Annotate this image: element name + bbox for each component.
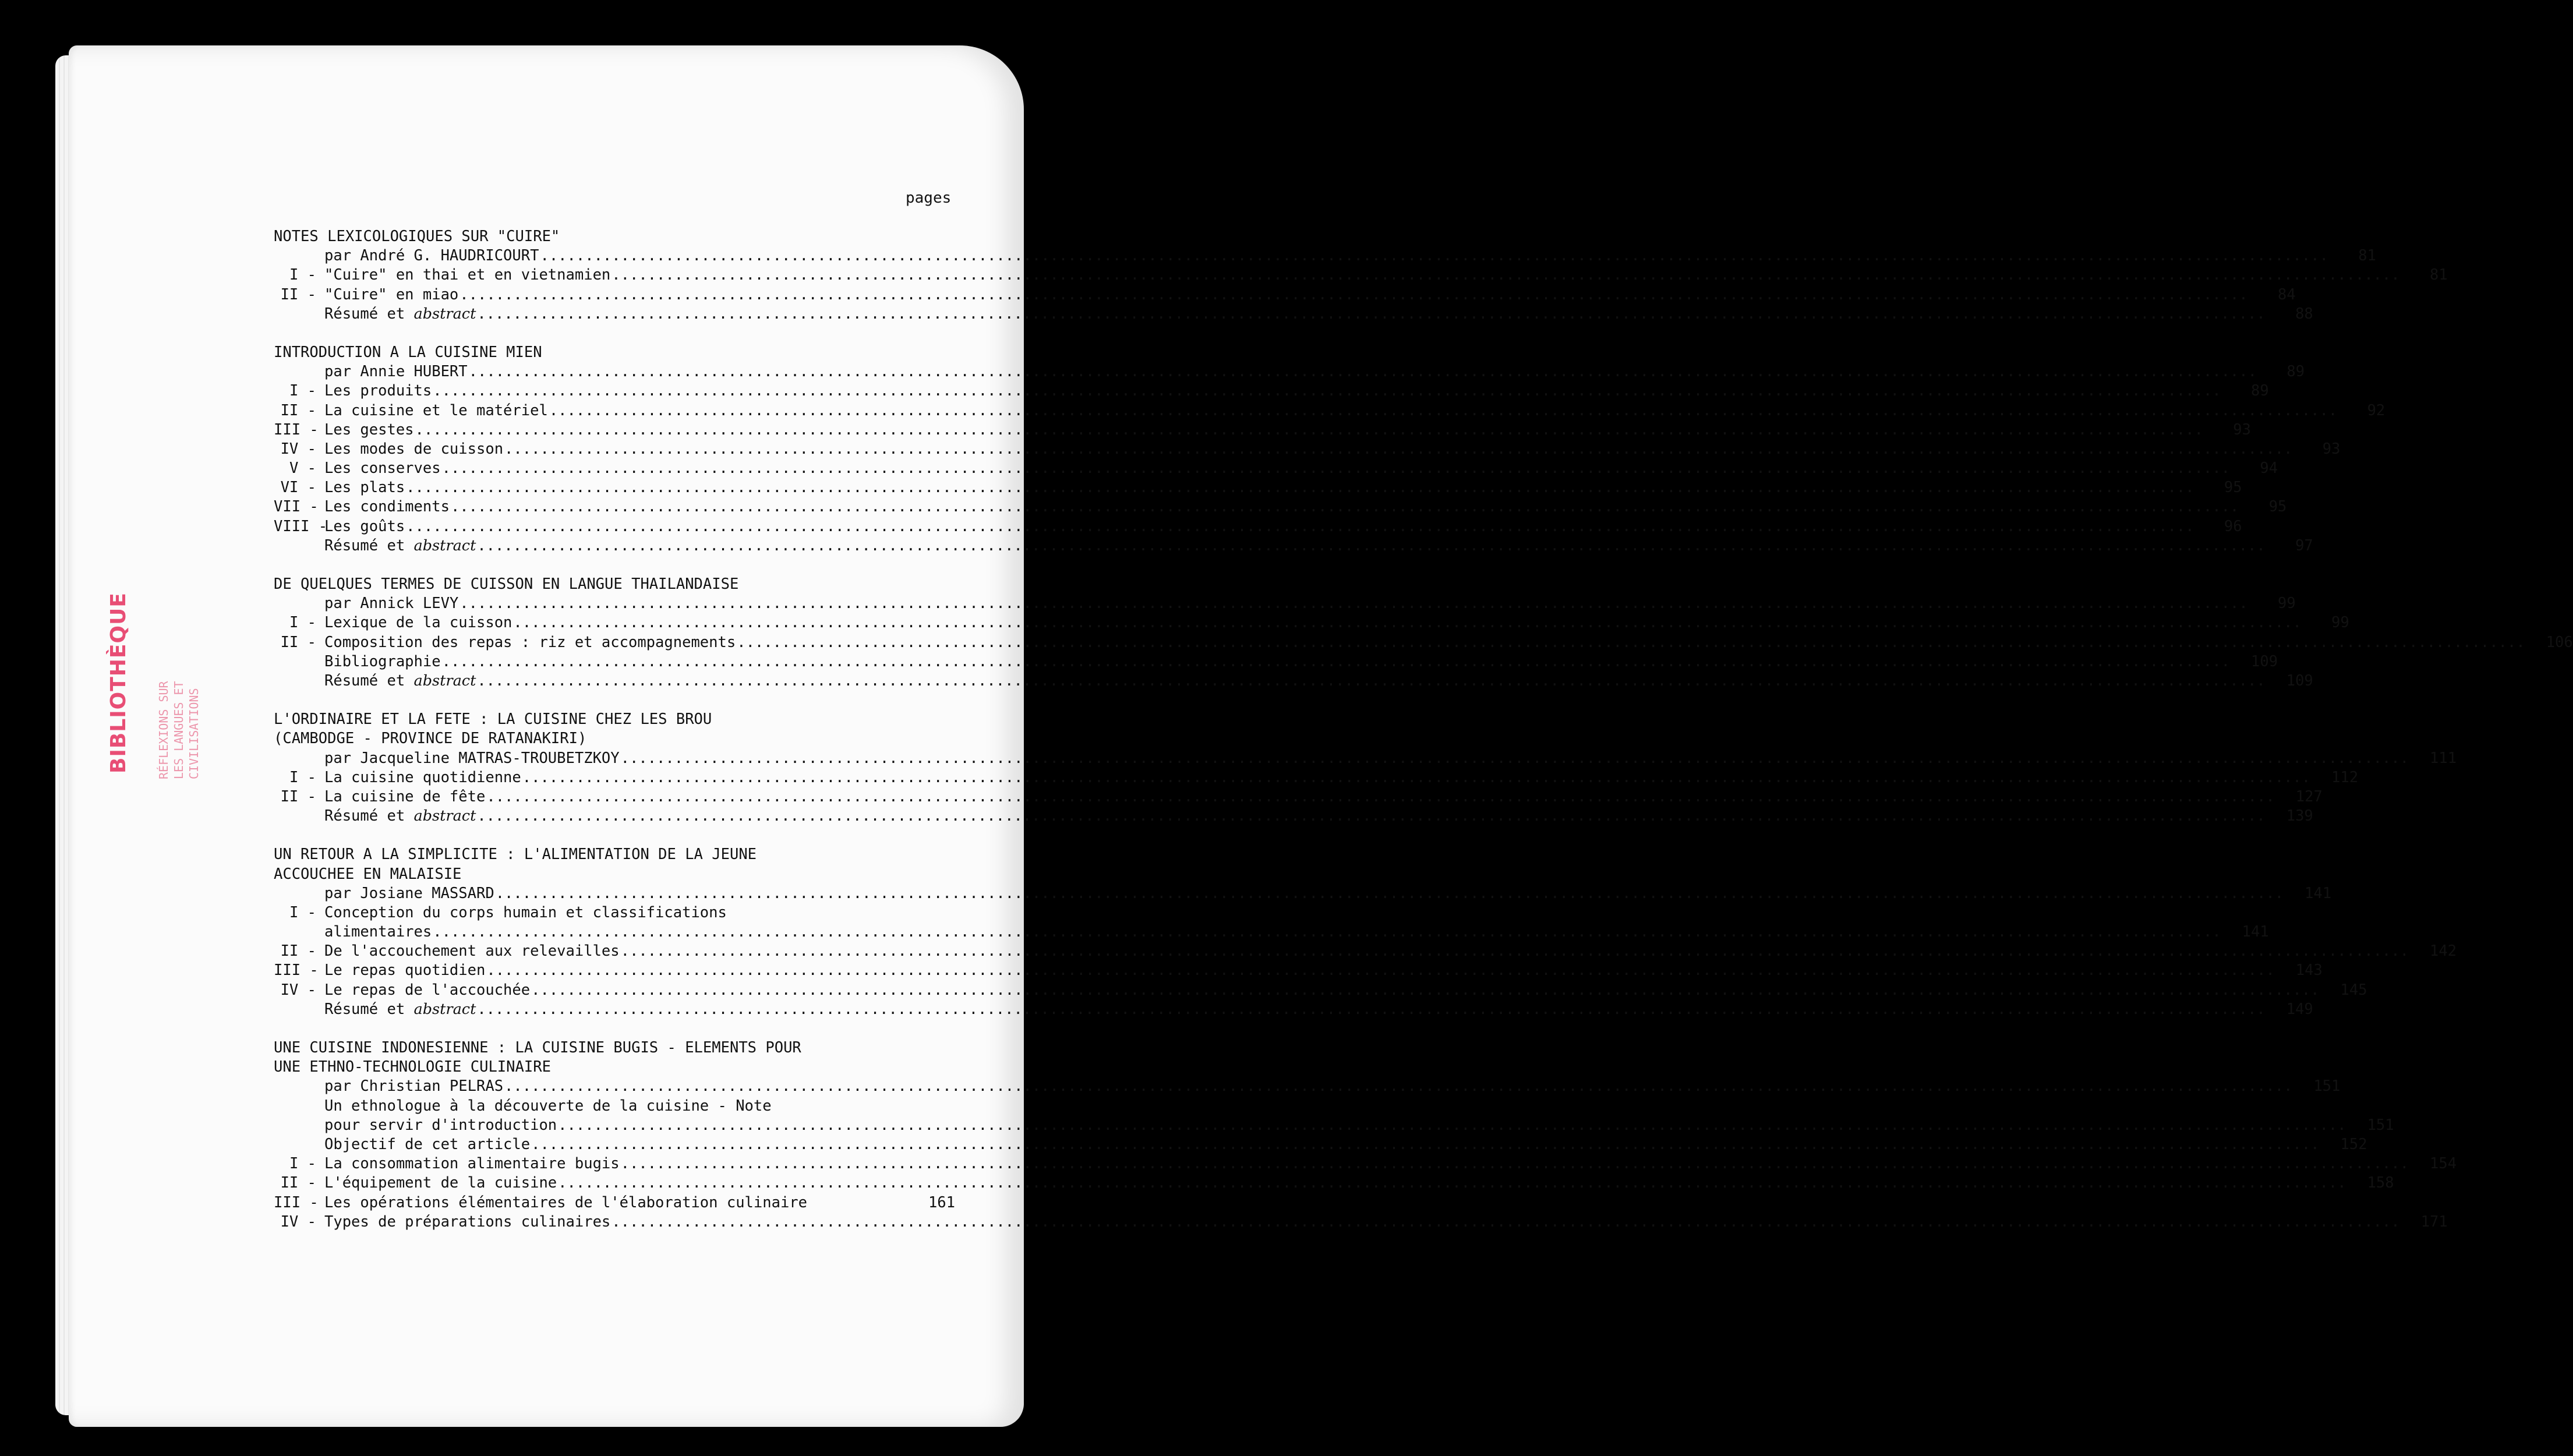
leader-dots: ........................................................................................................................................................................................................ [441,652,2231,670]
leader-dots: ........................................................................................................................................................................................................ [477,807,2265,825]
leader-dots: ........................................................................................................................................................................................................ [558,1116,2346,1134]
toc-entry [274,961,2323,980]
entry-page-number: 142 [2430,942,2457,960]
toc-entry [274,1193,955,1213]
leader-dots: ........................................................................................................................................................................................................ [460,595,2248,613]
toc-entry [274,1097,955,1116]
entry-number: II - [280,633,316,651]
leader-dots: ........................................................................................................................................................................................................ [540,247,2328,265]
entry-page-number: 112 [2331,768,2359,786]
toc-entry [274,1213,2448,1232]
toc-entry [274,749,2457,768]
leader-dots: ........................................................................................................................................................................................................ [737,633,2525,651]
leader-dots: ........................................................................................................................................................................................................ [612,1213,2400,1231]
entry-text: Les produits [324,382,432,400]
entry-number: I - [289,266,316,284]
toc-section [274,227,2448,324]
toc-section [274,845,2457,1019]
toc-entry [274,246,2376,266]
entry-page-number: 151 [2313,1077,2341,1095]
entry-page-number: 141 [2305,884,2332,902]
entry-text: Résumé et [324,672,414,690]
toc-section [274,343,2385,556]
entry-number: I - [289,382,316,400]
entry-text: par Josiane MASSARD [324,884,494,902]
leader-dots: ........................................................................................................................................................................................................ [415,420,2203,439]
section-title: UNE CUISINE INDONESIENNE : LA CUISINE BUGIS - ELEMENTS POUR [274,1039,801,1057]
entry-number: II - [280,942,316,960]
library-stamp: BIBLIOTHÈQUE [107,592,130,773]
toc-entry [274,478,2242,497]
entry-page-number: 171 [2420,1213,2448,1231]
entry-text: La cuisine quotidienne [324,768,521,786]
leader-dots: ........................................................................................................................................................................................................ [433,382,2221,400]
entry-page-number: 127 [2295,787,2323,805]
entry-text: Conception du corps humain et classifications [324,903,727,921]
leader-dots: ........................................................................................................................................................................................................ [486,787,2275,805]
entry-text: La cuisine et le matériel [324,401,548,419]
entry-page-number: 111 [2430,749,2457,767]
leader-dots: ........................................................................................................................................................................................................ [406,517,2194,535]
entry-page-number: 143 [2295,962,2323,980]
entry-number: II - [280,787,316,805]
entry-number: III - [274,962,319,980]
entry-number: IV - [280,981,316,999]
toc-entry [274,652,2278,672]
entry-text: Les opérations élémentaires de l'élaboration culinaire [324,1193,808,1211]
toc-entry [274,884,2332,903]
entry-page-number: 99 [2278,595,2296,613]
entry-text: Les plats [324,479,405,497]
leader-dots: ........................................................................................................................................................................................................ [486,962,2275,980]
toc-entry [274,1077,2341,1096]
entry-page-number: 154 [2430,1155,2457,1173]
leader-dots: ........................................................................................................................................................................................................ [549,401,2338,419]
toc-entry [274,459,2278,478]
entry-page-number: 89 [2250,382,2269,400]
entry-number: II - [280,401,316,419]
entry-text: "Cuire" en thai et en vietnamien [324,266,611,284]
entry-text: La cuisine de fête [324,787,486,805]
leader-dots: ........................................................................................................................................................................................................ [460,285,2248,303]
toc-entry [274,903,955,923]
entry-page-number: 158 [2367,1174,2394,1192]
entry-number: III - [274,1193,319,1211]
entry-text: Types de préparations culinaires [324,1213,611,1231]
section-title: UN RETOUR A LA SIMPLICITE : L'ALIMENTATION DE LA JEUNE [274,846,757,864]
leader-dots: ........................................................................................................................................................................................................ [531,981,2320,999]
toc-entry [274,381,2269,401]
toc-entry [274,497,2287,517]
entry-italic-text: abstract [413,536,476,554]
toc-entry [274,305,2313,324]
leader-dots: ........................................................................................................................................................................................................ [620,942,2409,960]
entry-text: Les goûts [324,517,405,535]
leader-dots: ........................................................................................................................................................................................................ [531,1136,2320,1154]
entry-text: De l'accouchement aux relevailles [324,942,620,960]
entry-text: par Annick LEVY [324,595,459,613]
leader-dots: ........................................................................................................................................................................................................ [504,440,2293,458]
leader-dots: ........................................................................................................................................................................................................ [477,672,2265,690]
entry-number: I - [289,768,316,786]
entry-text: Composition des repas : riz et accompagnements [324,633,736,651]
toc-entry [274,981,2367,1000]
entry-text: Résumé et [324,305,414,323]
entry-text: Les condiments [324,498,450,516]
toc-entry [274,1000,2313,1019]
toc-entry [274,1154,2457,1174]
section-title: UNE ETHNO-TECHNOLOGIE CULINAIRE [274,1058,551,1076]
entry-text: Résumé et [324,536,414,554]
toc-entry [274,942,2457,961]
toc-entry [274,613,2349,632]
entry-page-number: 152 [2340,1136,2367,1154]
leader-dots: ........................................................................................................................................................................................................ [477,1000,2265,1018]
entry-text: Les conserves [324,460,441,478]
toc-entry [274,1135,2367,1154]
leader-dots: ........................................................................................................................................................................................................ [558,1174,2346,1192]
toc-entry [274,787,2323,807]
entry-page-number: 161 [928,1193,955,1211]
entry-number: IV - [280,440,316,458]
pages-column-header: pages [906,189,952,207]
section-title: L'ORDINAIRE ET LA FETE : LA CUISINE CHEZ LES BROU [274,711,712,729]
entry-text: La consommation alimentaire bugis [324,1155,620,1173]
leader-dots: ........................................................................................................................................................................................................ [441,460,2231,478]
entry-number: I - [289,1155,316,1173]
toc-entry [274,536,2313,556]
entry-page-number: 81 [2358,247,2376,265]
toc-entry [274,1116,2394,1135]
entry-page-number: 97 [2295,536,2313,554]
leader-dots: ........................................................................................................................................................................................................ [504,1077,2293,1095]
toc-entry [274,594,2296,613]
entry-text: par Jacqueline MATRAS-TROUBETZKOY [324,749,620,767]
entry-page-number: 92 [2367,401,2385,419]
leader-dots: ........................................................................................................................................................................................................ [495,884,2284,902]
leader-dots: ........................................................................................................................................................................................................ [513,614,2302,632]
toc-entry [274,633,2573,652]
toc-entry [274,807,2313,826]
toc-entry [274,401,2385,420]
entry-text: par Christian PELRAS [324,1077,504,1095]
entry-page-number: 106 [2546,633,2573,651]
entry-page-number: 95 [2224,479,2242,497]
toc-entry [274,1174,2394,1193]
entry-text: Bibliographie [324,652,441,670]
entry-number: I - [289,903,316,921]
entry-text: par Annie HUBERT [324,363,468,381]
entry-number: VII - [274,498,319,516]
toc-entry [274,768,2359,787]
section-title: DE QUELQUES TERMES DE CUISSON EN LANGUE THAILANDAISE [274,575,739,593]
entry-number: I - [289,614,316,632]
toc-entry [274,517,2242,536]
entry-page-number: 93 [2322,440,2341,458]
entry-page-number: 96 [2224,517,2242,535]
entry-page-number: 89 [2286,363,2305,381]
entry-number: II - [280,1174,316,1192]
entry-text: alimentaires [324,923,432,941]
toc-entry [274,672,2313,691]
entry-page-number: 84 [2278,285,2296,303]
entry-page-number: 149 [2286,1000,2313,1018]
leader-dots: ........................................................................................................................................................................................................ [477,305,2265,323]
toc-entry [274,420,2251,440]
entry-page-number: 94 [2260,460,2278,478]
section-title: INTRODUCTION A LA CUISINE MIEN [274,343,542,361]
entry-text: Résumé et [324,1000,414,1018]
entry-number: III - [274,420,319,439]
entry-italic-text: abstract [413,1000,476,1018]
toc-entry [274,285,2296,305]
toc-entry [274,266,2448,285]
table-of-contents [274,227,2573,1251]
entry-page-number: 81 [2430,266,2448,284]
toc-entry [274,440,2341,459]
leader-dots: ........................................................................................................................................................................................................ [406,479,2194,497]
entry-page-number: 109 [2251,652,2278,670]
entry-page-number: 151 [2367,1116,2394,1134]
entry-text: "Cuire" en miao [324,285,459,303]
section-title: ACCOUCHEE EN MALAISIE [274,865,462,883]
toc-entry [274,362,2305,381]
library-stamp-sub: RÉFLEXIONS SUR LES LANGUES ET CIVILISATIONS [157,681,201,779]
entry-number: IV - [280,1213,316,1231]
entry-page-number: 139 [2286,807,2313,825]
entry-text: Objectif de cet article [324,1136,531,1154]
toc-entry [274,923,2269,942]
entry-text: Les gestes [324,420,414,439]
entry-page-number: 141 [2242,923,2269,941]
entry-page-number: 109 [2286,672,2313,690]
entry-number: VI - [280,479,316,497]
entry-page-number: 88 [2295,305,2313,323]
entry-italic-text: abstract [413,672,476,690]
entry-number: II - [280,285,316,303]
entry-text: Un ethnologue à la découverte de la cuisine - Note [324,1097,772,1115]
leader-dots: ........................................................................................................................................................................................................ [450,498,2239,516]
entry-text: Les modes de cuisson [324,440,504,458]
entry-italic-text: abstract [413,807,476,825]
entry-text: Résumé et [324,807,414,825]
entry-page-number: 93 [2233,420,2251,439]
entry-page-number: 99 [2331,614,2349,632]
entry-italic-text: abstract [413,305,476,323]
entry-text: Le repas de l'accouchée [324,981,531,999]
entry-text: Le repas quotidien [324,962,486,980]
leader-dots: ........................................................................................................................................................................................................ [612,266,2400,284]
entry-text: Lexique de la cuisson [324,614,513,632]
entry-text: par André G. HAUDRICOURT [324,247,539,265]
section-title: NOTES LEXICOLOGIQUES SUR "CUIRE" [274,228,560,245]
toc-section [274,710,2457,826]
entry-text: pour servir d'introduction [324,1116,557,1134]
entry-number: V - [289,460,316,478]
entry-page-number: 95 [2268,498,2287,516]
leader-dots: ........................................................................................................................................................................................................ [468,363,2257,381]
leader-dots: ........................................................................................................................................................................................................ [620,749,2409,767]
leader-dots: ........................................................................................................................................................................................................ [433,923,2221,941]
entry-page-number: 145 [2340,981,2367,999]
leader-dots: ........................................................................................................................................................................................................ [477,536,2265,554]
entry-text: L'équipement de la cuisine [324,1174,557,1192]
toc-section [274,1038,2457,1232]
leader-dots: ........................................................................................................................................................................................................ [522,768,2311,786]
entry-number: VIII - [274,517,328,535]
section-title: (CAMBODGE - PROVINCE DE RATANAKIRI) [274,730,587,748]
leader-dots: ........................................................................................................................................................................................................ [620,1155,2409,1173]
toc-section [274,575,2573,691]
